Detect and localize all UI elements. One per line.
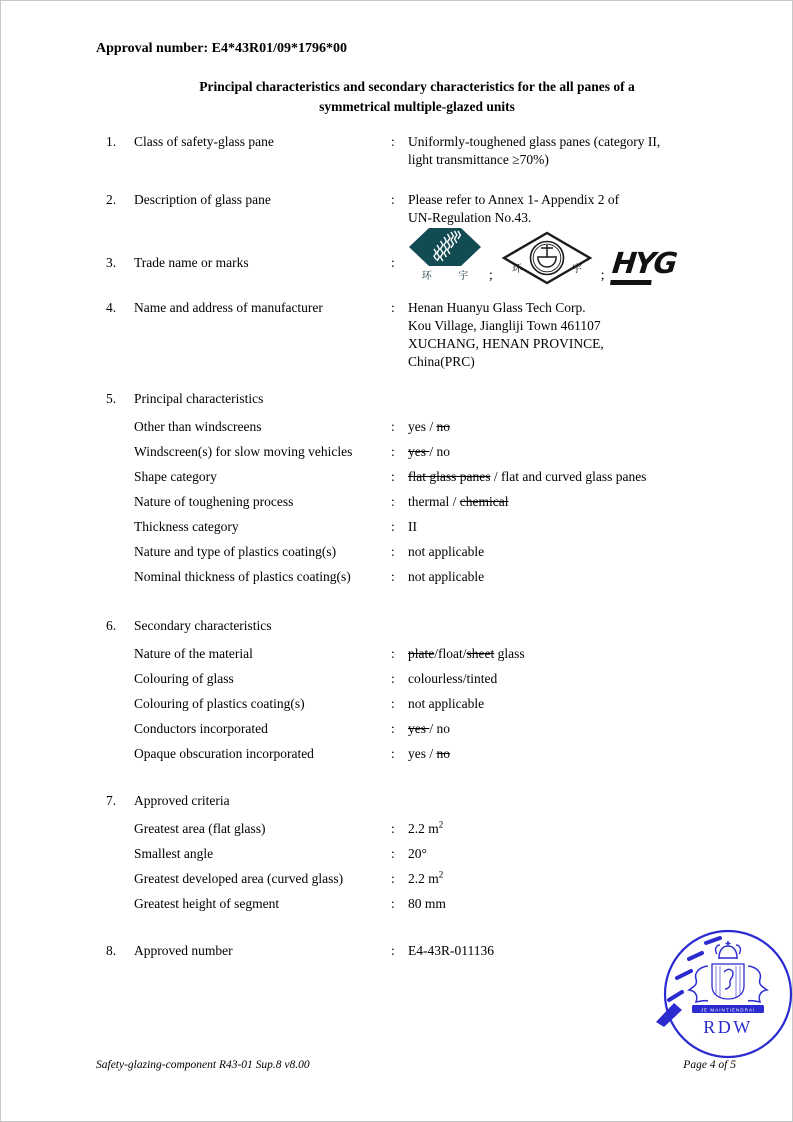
section-header bbox=[96, 792, 738, 810]
value-text: 2.2 m bbox=[408, 821, 439, 836]
field-row-glass-colouring bbox=[96, 666, 738, 691]
colon: : bbox=[391, 419, 395, 434]
colon: : bbox=[391, 569, 395, 584]
field-label: Opaque obscuration incorporated bbox=[134, 746, 314, 761]
field-value: 80 mm bbox=[408, 896, 446, 911]
footer-page-number: Page 4 of 5 bbox=[683, 1059, 736, 1071]
field-value bbox=[408, 716, 738, 741]
hyg-logo-g: G bbox=[651, 246, 677, 280]
stamp-org-text: RDW bbox=[703, 1017, 753, 1037]
item-number: 2. bbox=[106, 192, 117, 207]
colon: : bbox=[391, 300, 395, 315]
field-row-description bbox=[96, 191, 738, 227]
field-label: Colouring of plastics coating(s) bbox=[134, 696, 305, 711]
field-value bbox=[408, 133, 738, 169]
field-label: Greatest height of segment bbox=[134, 896, 280, 911]
title-line-1: Principal characteristics and secondary characteristics for the all panes of a bbox=[199, 79, 635, 94]
field-value: E4-43R-011136 bbox=[408, 943, 494, 958]
field-label: Nature of the material bbox=[134, 646, 253, 661]
field-label: Conductors incorporated bbox=[134, 721, 268, 736]
field-value bbox=[408, 414, 738, 439]
field-row-segment-height bbox=[96, 891, 738, 916]
section-header bbox=[96, 617, 738, 635]
value-kept: /float/ bbox=[434, 646, 467, 661]
item-number: 8. bbox=[106, 943, 117, 958]
field-label: Smallest angle bbox=[134, 846, 214, 861]
value-struck: yes bbox=[408, 444, 430, 459]
field-value bbox=[408, 816, 738, 841]
field-row-manufacturer bbox=[96, 299, 738, 371]
address-line: Henan Huanyu Glass Tech Corp. bbox=[408, 300, 586, 315]
item-number: 6. bbox=[106, 618, 117, 633]
diamond-logo-icon bbox=[500, 230, 594, 286]
field-value: not applicable bbox=[408, 569, 485, 584]
section-secondary-characteristics bbox=[96, 617, 738, 766]
field-label: Description of glass pane bbox=[134, 192, 271, 207]
field-value bbox=[408, 866, 738, 891]
field-value bbox=[408, 641, 738, 666]
diamond-logo-char-left: 环 bbox=[511, 264, 522, 275]
field-row-plastics-colouring bbox=[96, 691, 738, 716]
rdw-approval-stamp bbox=[644, 926, 793, 1066]
field-value bbox=[408, 489, 738, 514]
field-label: Shape category bbox=[134, 469, 217, 484]
colon: : bbox=[391, 871, 395, 886]
item-number: 4. bbox=[106, 300, 117, 315]
colon: : bbox=[391, 544, 395, 559]
manufacturer-address bbox=[408, 299, 738, 371]
section-title: Approved criteria bbox=[134, 793, 230, 808]
colon: : bbox=[391, 821, 395, 836]
field-row-greatest-area bbox=[96, 816, 738, 841]
value-kept: / no bbox=[429, 444, 451, 459]
huanyu-hexagon-logo bbox=[408, 227, 482, 286]
value-struck: plate bbox=[408, 646, 435, 661]
field-value: 20° bbox=[408, 846, 427, 861]
colon: : bbox=[391, 846, 395, 861]
field-value bbox=[408, 191, 738, 227]
diamond-logo-char-right: 宇 bbox=[571, 264, 582, 275]
field-label: Class of safety-glass pane bbox=[134, 134, 274, 149]
page-footer bbox=[96, 1059, 736, 1071]
value-kept: / flat and curved glass panes bbox=[490, 469, 647, 484]
address-line: China(PRC) bbox=[408, 354, 475, 369]
field-row-opaque-obscuration bbox=[96, 741, 738, 766]
value-kept: yes / bbox=[408, 419, 437, 434]
colon: : bbox=[391, 254, 395, 270]
field-label: Name and address of manufacturer bbox=[134, 300, 323, 315]
field-label: Nominal thickness of plastics coating(s) bbox=[134, 569, 351, 584]
field-value: not applicable bbox=[408, 544, 485, 559]
value-line: Please refer to Annex 1- Appendix 2 of bbox=[408, 192, 620, 207]
value-struck: no bbox=[436, 419, 450, 434]
trademark-logos bbox=[408, 239, 738, 286]
document-title bbox=[96, 77, 738, 117]
value-struck: yes bbox=[408, 721, 430, 736]
hexagon-logo-icon bbox=[408, 227, 482, 267]
field-row-windscreens-slow-vehicles bbox=[96, 439, 738, 464]
field-label: Other than windscreens bbox=[134, 419, 262, 434]
colon: : bbox=[391, 943, 395, 958]
field-value: II bbox=[408, 519, 417, 534]
colon: : bbox=[391, 519, 395, 534]
value-line: Uniformly-toughened glass panes (category II, bbox=[408, 134, 661, 149]
value-struck: flat glass panes bbox=[408, 469, 491, 484]
value-struck: chemical bbox=[459, 494, 509, 509]
characteristics-list bbox=[96, 133, 738, 960]
field-row-class-of-pane bbox=[96, 133, 738, 169]
approval-number: Approval number: E4*43R01/09*1796*00 bbox=[96, 41, 347, 56]
title-line-2: symmetrical multiple-glazed units bbox=[319, 99, 515, 114]
field-label: Windscreen(s) for slow moving vehicles bbox=[134, 444, 353, 459]
section-title: Principal characteristics bbox=[134, 391, 264, 406]
colon: : bbox=[391, 469, 395, 484]
hyg-wordmark-logo bbox=[610, 248, 677, 286]
value-superscript: 2 bbox=[438, 869, 444, 880]
value-line: light transmittance ≥70%) bbox=[408, 152, 549, 167]
field-value bbox=[408, 464, 738, 489]
field-label: Colouring of glass bbox=[134, 671, 234, 686]
hexagon-logo-caption: 环 宇 bbox=[421, 271, 481, 282]
field-label: Approved number bbox=[134, 943, 233, 958]
field-label: Greatest area (flat glass) bbox=[134, 821, 266, 836]
field-value: not applicable bbox=[408, 696, 485, 711]
value-struck: sheet bbox=[466, 646, 495, 661]
colon: : bbox=[391, 671, 395, 686]
footer-document-reference: Safety-glazing-component R43-01 Sup.8 v8.00 bbox=[96, 1059, 310, 1071]
logo-separator: ; bbox=[489, 267, 493, 282]
field-row-conductors bbox=[96, 716, 738, 741]
field-row-plastics-coating-type bbox=[96, 539, 738, 564]
value-kept: glass bbox=[494, 646, 525, 661]
field-label: Trade name or marks bbox=[134, 254, 249, 270]
colon: : bbox=[391, 896, 395, 911]
document-content bbox=[96, 41, 738, 960]
item-number: 5. bbox=[106, 391, 117, 406]
field-value: colourless/tinted bbox=[408, 671, 498, 686]
colon: : bbox=[391, 696, 395, 711]
field-label: Nature of toughening process bbox=[134, 494, 294, 509]
value-line: UN-Regulation No.43. bbox=[408, 210, 532, 225]
field-row-other-than-windscreens bbox=[96, 414, 738, 439]
value-text: 2.2 m bbox=[408, 871, 439, 886]
section-header bbox=[96, 390, 738, 408]
value-kept: yes / bbox=[408, 746, 437, 761]
value-kept: / no bbox=[429, 721, 451, 736]
field-row-developed-area bbox=[96, 866, 738, 891]
diamond-circle-logo bbox=[500, 230, 594, 286]
section-approved-criteria bbox=[96, 792, 738, 916]
field-row-thickness-category bbox=[96, 514, 738, 539]
item-number: 1. bbox=[106, 134, 117, 149]
field-row-toughening-process bbox=[96, 489, 738, 514]
colon: : bbox=[391, 494, 395, 509]
rdw-stamp-icon bbox=[644, 926, 793, 1066]
field-row-trade-marks bbox=[96, 239, 738, 286]
field-row-plastics-coating-thickness bbox=[96, 564, 738, 589]
stamp-motto-text: JE MAINTIENDRAI bbox=[700, 1007, 756, 1013]
value-superscript: 2 bbox=[438, 819, 444, 830]
colon: : bbox=[391, 192, 395, 207]
logo-separator: ; bbox=[600, 267, 605, 282]
field-label: Nature and type of plastics coating(s) bbox=[134, 544, 337, 559]
address-line: Kou Village, Jiangliji Town 461107 bbox=[408, 318, 601, 333]
value-kept: thermal / bbox=[408, 494, 460, 509]
field-row-approved-number bbox=[96, 942, 738, 960]
item-number: 7. bbox=[106, 793, 117, 808]
colon: : bbox=[391, 444, 395, 459]
address-line: XUCHANG, HENAN PROVINCE, bbox=[408, 336, 604, 351]
value-struck: no bbox=[436, 746, 450, 761]
field-label: Thickness category bbox=[134, 519, 239, 534]
colon: : bbox=[391, 721, 395, 736]
field-row-material-nature bbox=[96, 641, 738, 666]
colon: : bbox=[391, 646, 395, 661]
item-number: 3. bbox=[106, 254, 117, 270]
field-row-smallest-angle bbox=[96, 841, 738, 866]
field-value bbox=[408, 741, 738, 766]
colon: : bbox=[391, 134, 395, 149]
field-value bbox=[408, 439, 738, 464]
colon: : bbox=[391, 746, 395, 761]
field-label: Greatest developed area (curved glass) bbox=[134, 871, 344, 886]
field-row-shape-category bbox=[96, 464, 738, 489]
hyg-logo-underlined-part: HY bbox=[610, 246, 655, 285]
section-title: Secondary characteristics bbox=[134, 618, 272, 633]
section-principal-characteristics bbox=[96, 390, 738, 589]
